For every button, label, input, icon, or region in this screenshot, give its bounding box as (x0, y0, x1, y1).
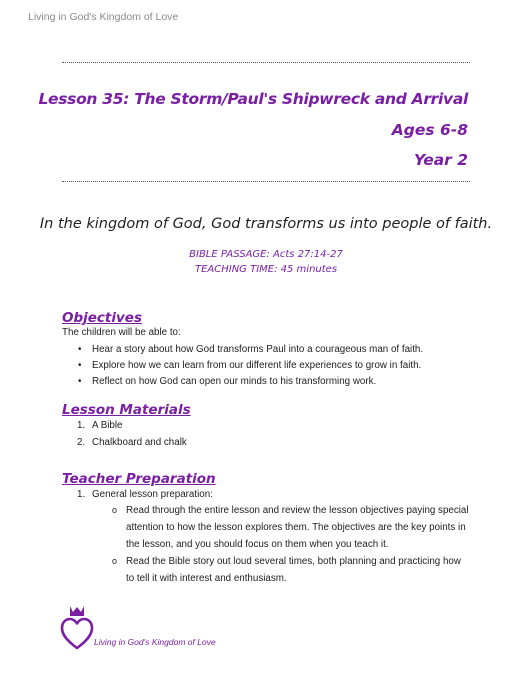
list-item: • Explore how we can learn from our different life experiences to grow in faith. (92, 360, 421, 371)
sub-list-item (112, 553, 470, 587)
list-number: 1. (77, 420, 86, 431)
title-divider (62, 181, 470, 182)
teaching-time: TEACHING TIME: 45 minutes (194, 264, 338, 275)
list-number: 2. (77, 437, 86, 448)
materials-heading: Lesson Materials (62, 402, 191, 418)
sub-list-item (112, 502, 470, 553)
circle-bullet-icon: o (112, 505, 118, 515)
list-text: General lesson preparation: (92, 489, 213, 500)
list-item: • Reflect on how God can open our minds to his transforming work. (92, 376, 376, 387)
list-item (77, 437, 187, 448)
top-divider (62, 62, 470, 63)
preparation-heading: Teacher Preparation (62, 471, 216, 487)
objectives-heading: Objectives (62, 310, 142, 326)
lesson-title: Lesson 35: The Storm/Paul's Shipwreck and Arrival (38, 90, 468, 108)
circle-bullet-icon: o (112, 556, 118, 566)
list-item (77, 420, 123, 431)
list-text: A Bible (92, 420, 123, 431)
objectives-intro: The children will be able to: (62, 327, 181, 338)
sub-item-text: Read the Bible story out loud several times, both planning and practicing how to tell it with interest and enthusiasm. (126, 556, 461, 584)
age-range: Ages 6-8 (391, 121, 468, 139)
footer-text: Living in God's Kingdom of Love (94, 637, 216, 647)
list-number: 1. (77, 489, 86, 500)
running-header: Living in God's Kingdom of Love (28, 11, 179, 23)
crown-heart-logo (60, 604, 94, 655)
bible-passage: BIBLE PASSAGE: Acts 27:14-27 (189, 249, 343, 260)
list-text: Chalkboard and chalk (92, 437, 187, 448)
year-label: Year 2 (413, 151, 468, 169)
sub-item-text: Read through the entire lesson and review the lesson objectives paying special attention to how the lesson explores them. The objectives are the key points in the lesson, and you should focus on them when you teach it. (126, 505, 469, 550)
list-item: • Hear a story about how God transforms Paul into a courageous man of faith. (92, 344, 423, 355)
list-item (77, 489, 213, 500)
lesson-theme: In the kingdom of God, God transforms us into people of faith. (39, 216, 493, 232)
